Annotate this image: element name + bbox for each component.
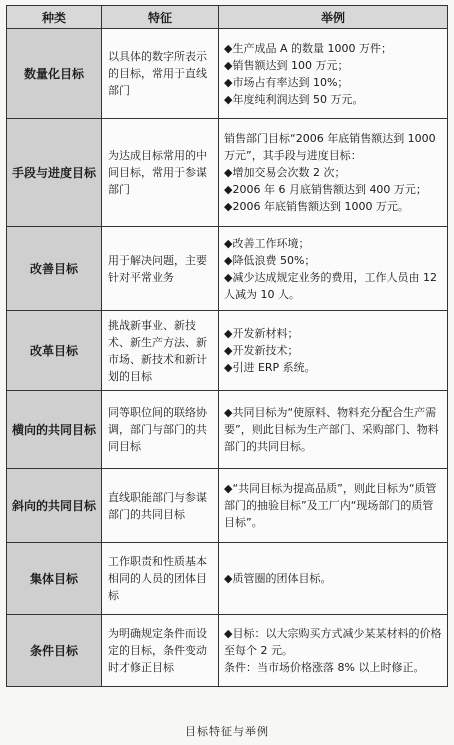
feature-cell: 为达成目标常用的中间目标，常用于参谋部门 xyxy=(102,119,219,227)
example-line: ◆质管圈的团体目标。 xyxy=(224,572,332,585)
feature-cell: 工作职责和性质基本相同的人员的团体目标 xyxy=(102,543,219,615)
example-line: ◆减少达成规定业务的费用，工作人员由 12 人减为 10 人。 xyxy=(224,270,437,301)
example-line: ◆引进 ERP 系统。 xyxy=(224,361,316,374)
table-row xyxy=(7,227,448,311)
header-feature: 特征 xyxy=(102,6,219,29)
example-line: ◆销售额达到 100 万元； xyxy=(224,58,349,72)
table-row xyxy=(7,615,448,687)
example-cell xyxy=(219,311,448,391)
feature-cell: 挑战新事业、新技术、新生产方法、新市场、新技术和新计划的目标 xyxy=(102,311,219,391)
table-row xyxy=(7,543,448,615)
header-row xyxy=(7,6,448,29)
example-line: ◆市场占有率达到 10%； xyxy=(224,75,349,89)
feature-cell: 以具体的数字所表示的目标，常用于直线部门 xyxy=(102,29,219,119)
header-kind: 种类 xyxy=(7,6,102,29)
kind-cell: 数量化目标 xyxy=(7,29,102,119)
example-line: ◆生产成品 A 的数量 1000 万件； xyxy=(224,41,392,55)
example-line: ◆年度纯利润达到 50 万元。 xyxy=(224,92,364,106)
feature-cell: 为明确规定条件而设定的目标，条件变动时才修正目标 xyxy=(102,615,219,687)
table-row xyxy=(7,311,448,391)
feature-cell: 直线职能部门与参谋部门的共同目标 xyxy=(102,469,219,543)
example-cell xyxy=(219,119,448,227)
example-line: ◆2006 年 6 月底销售额达到 400 万元； xyxy=(224,183,427,196)
example-line: ◆开发新材料； xyxy=(224,327,299,340)
kind-cell: 改善目标 xyxy=(7,227,102,311)
example-line: 销售部门目标“2006 年底销售额达到 1000 万元”，其手段与进度目标： xyxy=(224,132,436,162)
table-caption: 目标特征与举例 xyxy=(185,725,269,738)
example-line: ◆开发新技术； xyxy=(224,344,299,357)
kind-cell: 条件目标 xyxy=(7,615,102,687)
example-cell xyxy=(219,615,448,687)
example-line: ◆降低浪费 50%； xyxy=(224,253,316,267)
table-row xyxy=(7,391,448,469)
kind-cell: 手段与进度目标 xyxy=(7,119,102,227)
table-row xyxy=(7,469,448,543)
table-row xyxy=(7,119,448,227)
example-line: ◆共同目标为“使原料、物料充分配合生产需要”，则此目标为生产部门、采购部门、物料部门的共同目标。 xyxy=(224,406,439,453)
example-cell xyxy=(219,29,448,119)
kind-cell: 改革目标 xyxy=(7,311,102,391)
example-line: ◆“共同目标为提高品质”，则此目标为“质管部门的抽验目标”及工厂内“现场部门的质管目标”。 xyxy=(224,482,437,529)
header-example: 举例 xyxy=(219,6,448,29)
goal-table-container xyxy=(6,5,448,687)
example-line: ◆2006 年底销售额达到 1000 万元。 xyxy=(224,200,409,213)
feature-cell: 用于解决问题，主要针对平常业务 xyxy=(102,227,219,311)
example-cell xyxy=(219,469,448,543)
kind-cell: 横向的共同目标 xyxy=(7,391,102,469)
example-cell xyxy=(219,391,448,469)
example-line: ◆目标：以大宗购买方式减少某某材料的价格至每个 2 元。 xyxy=(224,627,442,657)
goal-table xyxy=(6,5,448,687)
kind-cell: 斜向的共同目标 xyxy=(7,469,102,543)
example-cell xyxy=(219,543,448,615)
example-line: ◆改善工作环境； xyxy=(224,236,310,250)
example-line: ◆增加交易会次数 2 次； xyxy=(224,166,346,179)
feature-cell: 同等职位间的联络协调，部门与部门的共同目标 xyxy=(102,391,219,469)
kind-cell: 集体目标 xyxy=(7,543,102,615)
example-line: 条件：当市场价格涨落 8% 以上时修正。 xyxy=(224,661,425,674)
table-row xyxy=(7,29,448,119)
example-cell xyxy=(219,227,448,311)
